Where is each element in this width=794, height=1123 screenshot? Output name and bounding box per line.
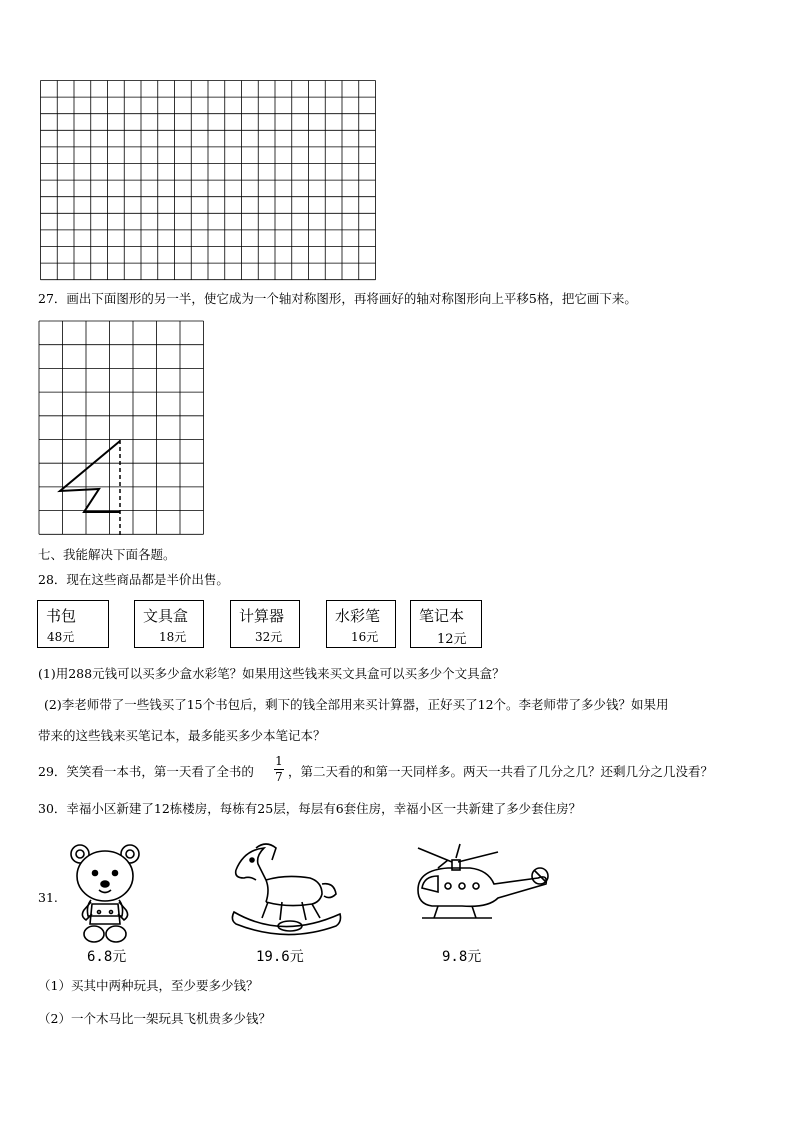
item-box-bookbag bbox=[37, 600, 109, 648]
item-box-pencil-case bbox=[134, 600, 204, 648]
toy-price-helicopter: 9.8元 bbox=[442, 949, 482, 965]
half-figure bbox=[60, 441, 120, 512]
question-27: 27．画出下面图形的另一半，使它成为一个轴对称图形，再将画好的轴对称图形向上平移5格，把它画下来。 bbox=[38, 291, 637, 306]
blank-grid-top bbox=[40, 80, 376, 281]
item-name: 文具盒 bbox=[143, 607, 189, 625]
fraction-one-seventh bbox=[274, 755, 284, 784]
question-28-part-2-line-2: 带来的这些钱来买笔记本，最多能买多少本笔记本？ bbox=[38, 728, 326, 743]
rocking-horse-icon bbox=[226, 840, 346, 940]
item-box-calculator bbox=[230, 600, 300, 648]
item-name: 书包 bbox=[46, 607, 77, 625]
toy-price-teddy-bear: 6.8元 bbox=[87, 949, 127, 965]
question-28-part-1: (1)用288元钱可以买多少盒水彩笔？如果用这些钱来买文具盒可以买多少个文具盒？ bbox=[38, 666, 505, 681]
question-28-part-2-line-1: (2)李老师带了一些钱买了15个书包后，剩下的钱全部用来买计算器，正好买了12个。李老师带了多少钱？如果用 bbox=[44, 697, 669, 712]
question-30: 30．幸福小区新建了12栋楼房，每栋有25层，每层有6套住房，幸福小区一共新建了多少套住房？ bbox=[38, 801, 582, 816]
item-price: 16元 bbox=[351, 630, 379, 644]
question-31-label: 31. bbox=[38, 890, 58, 905]
section-7-heading: 七、我能解决下面各题。 bbox=[38, 547, 176, 562]
item-price: 32元 bbox=[255, 630, 283, 644]
item-name: 计算器 bbox=[239, 607, 285, 625]
question-29-before-fraction: 29．笑笑看一本书，第一天看了全书的 bbox=[38, 764, 254, 779]
question-31-part-2: （2）一个木马比一架玩具飞机贵多少钱？ bbox=[38, 1011, 271, 1026]
question-29-after-fraction: ，第二天看的和第一天同样多。两天一共看了几分之几？还剩几分之几没看？ bbox=[288, 764, 714, 779]
fraction-numerator: 1 bbox=[275, 754, 283, 768]
item-name: 笔记本 bbox=[419, 607, 465, 625]
symmetry-grid bbox=[38, 320, 208, 538]
item-name: 水彩笔 bbox=[335, 607, 381, 625]
item-box-notebook bbox=[410, 600, 482, 648]
fraction-denominator: 7 bbox=[275, 770, 283, 784]
question-31-part-1: （1）买其中两种玩具，至少要多少钱？ bbox=[38, 978, 259, 993]
item-price: 48元 bbox=[47, 630, 75, 644]
item-price: 18元 bbox=[159, 630, 187, 644]
item-box-watercolor-pens bbox=[326, 600, 396, 648]
toy-price-rocking-horse: 19.6元 bbox=[256, 949, 304, 965]
teddy-bear-icon bbox=[66, 840, 146, 946]
helicopter-icon bbox=[408, 840, 556, 926]
item-price: 12元 bbox=[437, 632, 467, 647]
question-28: 28．现在这些商品都是半价出售。 bbox=[38, 572, 229, 587]
